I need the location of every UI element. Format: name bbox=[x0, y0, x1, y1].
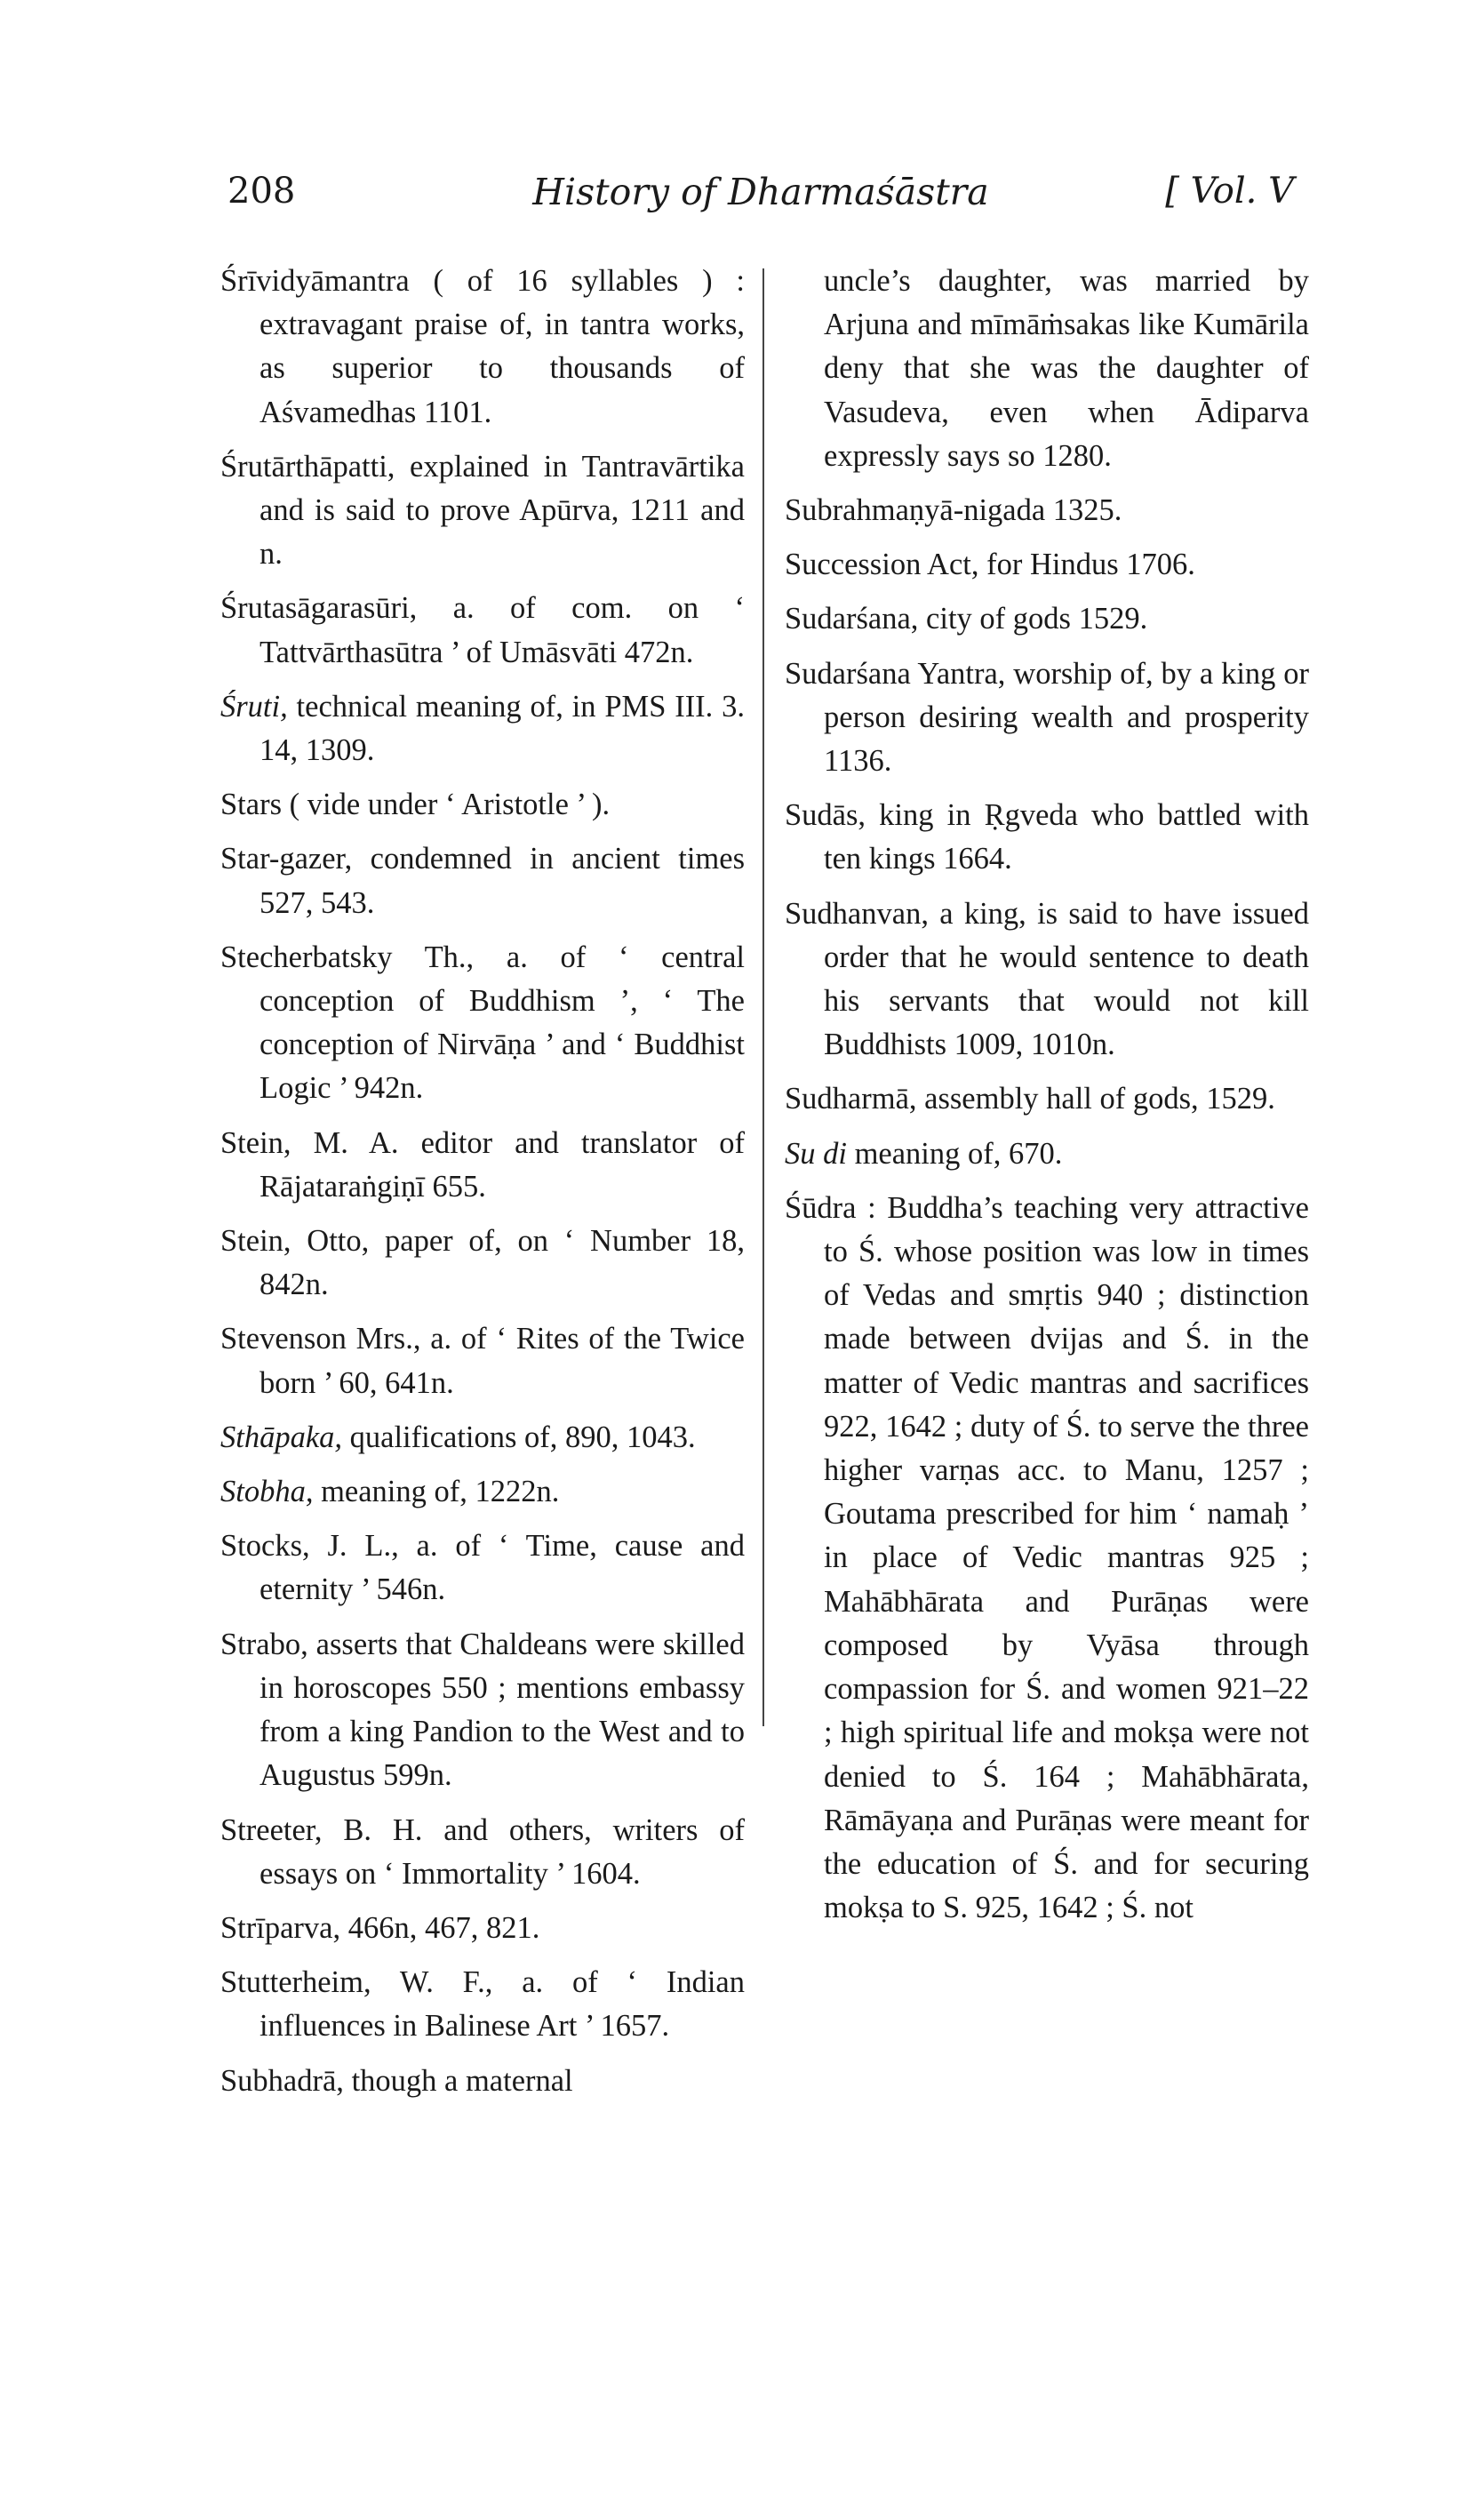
index-entry bbox=[785, 652, 1309, 784]
entry-headword: Star-gazer, bbox=[220, 842, 353, 876]
index-entry bbox=[785, 489, 1309, 532]
entry-text: 466n, 467, 821. bbox=[340, 1910, 540, 1945]
entry-text: condemned in ancient times 527, 543. bbox=[259, 842, 745, 920]
entry-text: Otto, paper of, on ‘ Number 18, 842n. bbox=[259, 1224, 745, 1302]
entry-headword: Strabo, bbox=[220, 1627, 308, 1661]
entry-headword: Sudharmā, bbox=[785, 1082, 917, 1116]
entry-text: a king, is said to have issued order that he would sentence to death his servants that would not kill Buddhists 1009, 1010n. bbox=[824, 896, 1309, 1062]
entry-headword: Śrutasāgarasūri, bbox=[220, 591, 418, 626]
index-entry bbox=[785, 543, 1309, 587]
entry-text: J. L., a. of ‘ Time, cause and eternity ’ 546n. bbox=[259, 1529, 745, 1607]
index-entry bbox=[220, 2060, 745, 2103]
index-entry bbox=[220, 685, 745, 772]
volume-label: [ Vol. V bbox=[1165, 171, 1294, 212]
entry-text: though a maternal bbox=[343, 2063, 573, 2098]
entry-headword: Streeter, bbox=[220, 1812, 323, 1847]
entry-text: assembly hall of gods, 1529. bbox=[916, 1082, 1275, 1116]
index-entry bbox=[220, 587, 745, 674]
running-header bbox=[228, 171, 1294, 224]
index-entry bbox=[220, 1470, 745, 1514]
index-entry bbox=[220, 1623, 745, 1798]
index-entry bbox=[220, 783, 745, 827]
entry-text: ( of 16 syllables ) : extravagant praise of, in tantra works, as superior to thousands of Aśvamedhas 1101. bbox=[259, 264, 745, 429]
index-entry bbox=[220, 1416, 745, 1460]
index-entry bbox=[220, 837, 745, 924]
entry-text: technical meaning of, in PMS III. 3. 14, 1309. bbox=[259, 689, 745, 768]
entry-text: a. of com. on ‘ Tattvārthasūtra ’ of Umāsvāti 472n. bbox=[259, 591, 745, 669]
entry-text: meaning of, 1222n. bbox=[313, 1475, 560, 1509]
index-entry bbox=[785, 794, 1309, 881]
entry-text: W. F., a. of ‘ Indian influences in Balinese Art ’ 1657. bbox=[259, 1965, 745, 2044]
entry-text: asserts that Chaldeans were skilled in horoscopes 550 ; mentions embassy from a king Pandion to the West and to Augustus 599n. bbox=[259, 1627, 745, 1793]
entry-headword: Śruti, bbox=[220, 689, 288, 724]
entry-text: B. H. and others, writers of essays on ‘ Immortality ’ 1604. bbox=[259, 1812, 745, 1891]
index-entry bbox=[785, 1077, 1309, 1121]
index-entry bbox=[220, 1317, 745, 1404]
entry-text: ( vide under ‘ Aristotle ’ ). bbox=[282, 788, 611, 822]
entry-text: qualifications of, 890, 1043. bbox=[342, 1420, 696, 1454]
index-entry bbox=[220, 1907, 745, 1950]
page-number: 208 bbox=[228, 171, 296, 212]
index-entry bbox=[220, 1961, 745, 2048]
index-entry-continuation bbox=[785, 260, 1309, 478]
entry-text: uncle’s daughter, was married by Arjuna and mīmāṁsakas like Kumārila deny that she was the daughter of Vasudeva, even when Ādiparva expressly says so 1280. bbox=[824, 264, 1309, 473]
entry-headword: Śrīvidyāmantra bbox=[220, 264, 410, 298]
entry-headword: Succession bbox=[785, 548, 922, 582]
entry-text: : Buddha’s teaching very attractive to Ś. whose position was low in times of Vedas and smṛtis 940 ; distinction made between dvijas and Ś. in the matter of Vedic mantras and sacrifices 922, 1642 ; duty of Ś. to serve the three higher varṇas acc. to Manu, 1257 ; Goutama prescribed for him ‘ namaḥ ’ in place of Vedic mantras 925 ; Mahābhārata and Purāṇas were composed by Vyāsa through compassion for Ś. and women 921–22 ; high spiritual life and mokṣa were not denied to Ś. 164 ; Mahābhārata, Rāmāyaṇa and Purāṇas were meant for the education of Ś. and for securing mokṣa to S. 925, 1642 ; Ś. not bbox=[824, 1190, 1309, 1925]
entry-headword: Stecherbatsky bbox=[220, 940, 393, 974]
index-entry bbox=[785, 1187, 1309, 1930]
index-entry bbox=[220, 1122, 745, 1209]
entry-headword: Stocks, bbox=[220, 1529, 310, 1564]
entry-text: 1325. bbox=[1045, 493, 1122, 528]
entry-text: king in Ṛgveda who battled with ten kings 1664. bbox=[824, 798, 1309, 876]
entry-text: meaning of, 670. bbox=[846, 1136, 1063, 1171]
index-column-left bbox=[220, 260, 745, 2114]
entry-headword: Śūdra bbox=[785, 1190, 857, 1225]
column-divider bbox=[762, 268, 764, 1726]
book-title: History of Dharmaśāstra bbox=[532, 171, 989, 213]
index-entry bbox=[785, 1132, 1309, 1176]
entry-headword: Stars bbox=[220, 788, 282, 822]
entry-headword: Subhadrā, bbox=[220, 2063, 344, 2098]
entry-headword: Sudhanvan, bbox=[785, 896, 929, 931]
entry-headword: Śrutārthāpatti, bbox=[220, 449, 395, 484]
entry-text: Mrs., a. of ‘ Rites of the Twice born ’ 60, 641n. bbox=[259, 1322, 745, 1400]
entry-text: M. A. editor and translator of Rājataraṅgiṇī 655. bbox=[259, 1125, 745, 1204]
index-column-right bbox=[785, 260, 1309, 1940]
index-entry bbox=[220, 1220, 745, 1307]
entry-text: explained in Tantravārtika and is said to prove Apūrva, 1211 and n. bbox=[259, 449, 745, 572]
entry-headword: Stutterheim, bbox=[220, 1965, 371, 2000]
entry-headword: Su di bbox=[785, 1136, 847, 1171]
entry-headword: Stevenson bbox=[220, 1322, 347, 1356]
entry-headword: Strīparva, bbox=[220, 1910, 341, 1945]
index-entry bbox=[220, 260, 745, 435]
entry-headword: Stobha, bbox=[220, 1475, 314, 1509]
entry-headword: Stein, bbox=[220, 1224, 291, 1259]
index-entry bbox=[220, 1809, 745, 1896]
entry-text: Yantra, worship of, by a king or person desiring wealth and prosperity 1136. bbox=[824, 656, 1309, 779]
entry-headword: Sudās, bbox=[785, 798, 866, 833]
entry-text: Th., a. of ‘ central conception of Buddhism ’, ‘ The conception of Nirvāṇa ’ and ‘ Buddhist Logic ’ 942n. bbox=[259, 940, 745, 1106]
index-entry bbox=[785, 597, 1309, 641]
entry-text: city of gods 1529. bbox=[918, 602, 1148, 636]
entry-headword: Sudarśana, bbox=[785, 602, 919, 636]
entry-headword: Sthāpaka, bbox=[220, 1420, 343, 1454]
index-entry bbox=[220, 1524, 745, 1612]
entry-text: Act, for Hindus 1706. bbox=[921, 548, 1195, 582]
entry-headword: Stein, bbox=[220, 1125, 291, 1160]
entry-headword: Sudarśana bbox=[785, 656, 911, 691]
index-entry bbox=[220, 445, 745, 577]
index-entry bbox=[220, 936, 745, 1111]
entry-headword: Subrahmaṇyā-nigada bbox=[785, 493, 1046, 528]
index-entry bbox=[785, 892, 1309, 1068]
